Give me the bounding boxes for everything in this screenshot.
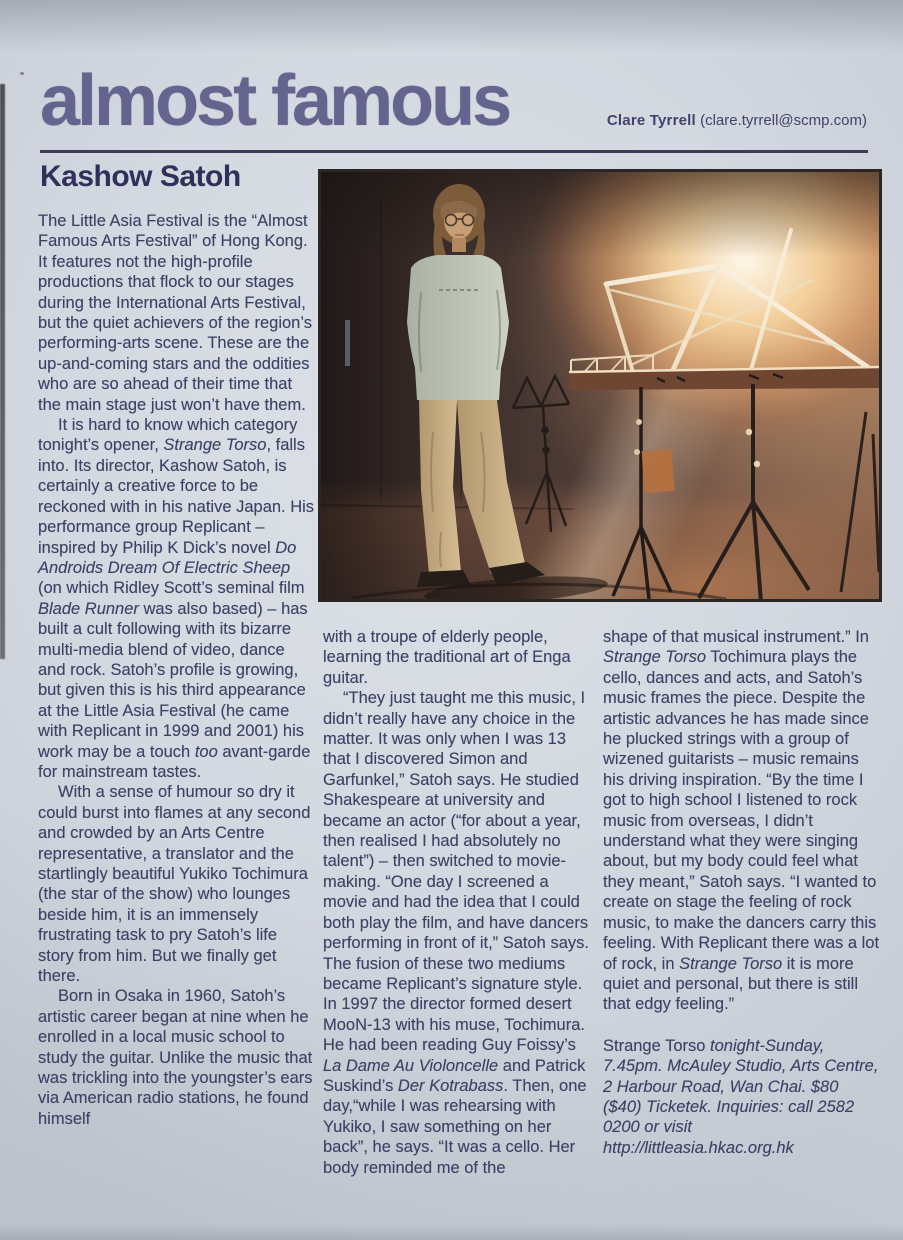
article-column-2 [323, 627, 595, 1178]
paragraph [323, 688, 595, 1178]
body-text: was also based) – has built a cult following with its bizarre multi-media blend of video, dance and rock. Satoh’s profile is growing, but given this is his third appearance at the Little Asia Festival (he came with Replicant in 1999 and 2001) his work may be a touch [38, 599, 308, 761]
body-text: , falls into. Its director, Kashow Satoh, is certainly a creative force to be reckoned with in his native Japan. His performance group Replicant – inspired by Philip K Dick’s novel [38, 436, 315, 557]
body-text: and Patrick Suskind’s [323, 1056, 586, 1095]
shirt [407, 255, 509, 400]
body-text: avant-garde for mainstream tastes. [38, 742, 311, 781]
paragraph [323, 627, 595, 688]
page-title: almost famous [40, 61, 510, 141]
music-stand-far-right [841, 412, 879, 592]
article-heading: Kashow Satoh [40, 160, 241, 193]
italic-text: Der Kotrabass [397, 1076, 504, 1095]
music-stand-tripod-center [613, 387, 671, 599]
pants-right-leg [457, 400, 525, 574]
body-text: Born in Osaka in 1960, Satoh’s artistic career began at nine when he enrolled in a local music school to study the guitar. Unlike the music that was trickling into the youngster’s ears via American radio stations, he found himself [38, 987, 313, 1128]
paragraph [38, 415, 315, 782]
body-text: (on which Ridley Scott’s seminal film [38, 579, 305, 598]
italic-text: tonight-Sunday, 7.45pm. McAuley Studio, Arts Centre, 2 Harbour Road, Wan Chai. $80 ($40) Ticketek. Inquiries: call 2582 0200 or visit http://littleasia.hkac.org.hk [603, 1036, 879, 1157]
article-column-3 [603, 627, 881, 1158]
italic-text: Strange Torso [603, 648, 707, 667]
italic-text: Strange Torso [163, 436, 267, 455]
scan-edge-bottom [0, 1224, 903, 1240]
body-text: it is more quiet and personal, but there is still that edgy feeling.” [603, 954, 858, 1014]
body-text: With a sense of humour so dry it could burst into flames at any second and crowded by an Arts Centre representative, a translator and the startlingly beautiful Yukiko Tochimura (the star of the show) who lounges beside him, it is an immensely frustrating task to pry Satoh’s life story from him. But we finally get there. [38, 783, 311, 986]
stage-truss [569, 355, 879, 390]
body-text: The Little Asia Festival is the “Almost Famous Arts Festival” of Hong Kong. It features not the high-profile productions that flock to our stages during the International Arts Festival, but the quiet achievers of the region’s performing-arts scene. These are the up-and-coming stars and the oddities who are so ahead of their time that the main stage just won’t have them. [38, 212, 312, 414]
italic-text: La Dame Au Violoncelle [323, 1056, 499, 1075]
body-text: “They just taught me this music, I didn’t really have any choice in the matter. It was only when I was 13 that I discovered Simon and Garfunkel,” Satoh says. He studied Shakespeare at university and became an actor (“for about a year, then realised I had absolutely no talent”) – then switched to movie-making. “One day I screened a movie and had the idea that I could both play the film, and have dancers performing in front of it,” Satoh says. The fusion of these two mediums became Replicant’s signature style. In 1997 the director formed desert MooN-13 with his muse, Tochimura. He had been reading Guy Foissy’s [323, 689, 589, 1055]
body-text: It is hard to know which category tonight’s opener, [38, 416, 298, 455]
scan-edge-top [0, 0, 903, 52]
header-rule [40, 150, 868, 153]
neck [452, 238, 466, 252]
body-text: Strange Torso [603, 1036, 711, 1055]
stage-photo-art [321, 172, 879, 599]
stage-wall [321, 192, 726, 599]
scan-speck [20, 72, 24, 75]
door-light-slit [345, 320, 350, 366]
paragraph [38, 782, 315, 986]
music-stand-desk-lit [606, 230, 869, 372]
music-stand-tripod-right [699, 384, 809, 599]
body-text: Tochimura plays the cello, dances and acts, and Satoh’s music frames the piece. Despite the artistic advances he has made since he plucked strings with a group of wizened guitarists – music remains his driving inspiration. “By the time I got to high school I listened to rock music from overseas, I didn’t understand what they were singing about, but my body could feel what they meant,” Satoh says. “I wanted to create on stage the feeling of rock music, to make the dancers carry this feeling. With Replicant there was a lot of rock, in [603, 648, 880, 973]
scan-edge-left [0, 84, 5, 659]
italic-text: Strange Torso [679, 954, 783, 973]
body-text: with a troupe of elderly people, learning the traditional art of Enga guitar. [323, 628, 571, 687]
paragraph [38, 211, 315, 415]
paragraph [603, 627, 881, 1015]
paragraph [38, 986, 315, 1129]
article-column-1 [38, 211, 315, 1129]
byline [607, 112, 867, 129]
shoe-left [417, 570, 471, 587]
italic-text: too [194, 742, 218, 761]
orange-panel [642, 449, 675, 493]
italic-text: Do Androids Dream Of Electric Sheep [38, 538, 297, 577]
body-text: . Then, one day,“while I was rehearsing with Yukiko, I saw something on her back”, he says. “It was a cello. Her body reminded me of the [323, 1076, 587, 1177]
byline-name: Clare Tyrrell [606, 112, 696, 129]
body-text: shape of that musical instrument.” In [603, 628, 869, 646]
paragraph [603, 1036, 881, 1158]
italic-text: Blade Runner [38, 599, 139, 618]
stage-photo [318, 169, 882, 602]
byline-email: (clare.tyrrell@scmp.com) [700, 112, 867, 129]
